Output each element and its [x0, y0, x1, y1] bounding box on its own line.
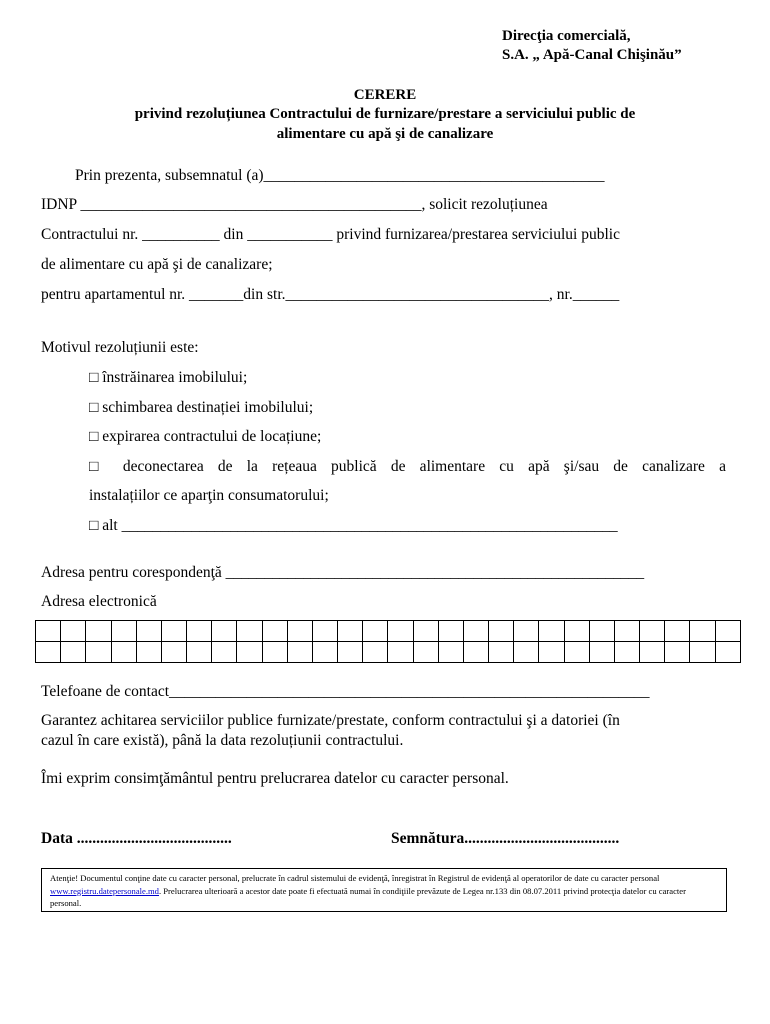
email-char-cell[interactable]	[388, 642, 413, 663]
email-char-cell[interactable]	[489, 642, 514, 663]
email-char-cell[interactable]	[589, 621, 614, 642]
signature-field[interactable]: Semnătura........................................	[391, 830, 620, 847]
email-char-cell[interactable]	[715, 621, 740, 642]
addressee-line-1: Direcţia comercială,	[502, 28, 631, 44]
email-char-cell[interactable]	[86, 621, 111, 642]
email-char-cell[interactable]	[187, 621, 212, 642]
email-grid-row	[36, 642, 741, 663]
privacy-notice-text-end: . Prelucrarea ulterioară a acestor date poate fi efectuată numai în condiţiile prevăzute de Legea nr.133 din 08.07.2011 privind protecţia datelor cu caracter personal.	[50, 885, 686, 908]
email-char-cell[interactable]	[237, 621, 262, 642]
email-char-cell[interactable]	[338, 621, 363, 642]
guarantee-line-2: cazul în care există), până la data rezoluțiunii contractului.	[41, 732, 404, 749]
email-char-cell[interactable]	[187, 642, 212, 663]
email-char-cell[interactable]	[413, 621, 438, 642]
email-char-cell[interactable]	[111, 621, 136, 642]
privacy-notice-text: Atenţie! Documentul conţine date cu caracter personal, prelucrate în cadrul sistemului de evidenţă, înregistrat în Registrul de evidenţă al operatorilor de date cu caracter personal	[50, 873, 660, 883]
email-char-cell[interactable]	[715, 642, 740, 663]
email-char-cell[interactable]	[463, 621, 488, 642]
reason-option-disconnection-cont: instalațiilor ce aparţin consumatorului;	[89, 487, 329, 504]
email-char-cell[interactable]	[136, 621, 161, 642]
email-char-cell[interactable]	[312, 642, 337, 663]
email-char-cell[interactable]	[564, 621, 589, 642]
email-char-cell[interactable]	[212, 621, 237, 642]
contact-phones-field[interactable]: Telefoane de contact______________________________________________________________	[41, 683, 650, 700]
email-char-cell[interactable]	[539, 621, 564, 642]
email-char-cell[interactable]	[262, 642, 287, 663]
email-char-cell[interactable]	[413, 642, 438, 663]
privacy-notice	[41, 868, 727, 912]
email-label: Adresa electronică	[41, 593, 157, 610]
email-char-cell[interactable]	[564, 642, 589, 663]
email-char-cell[interactable]	[312, 621, 337, 642]
idnp-field[interactable]: IDNP ____________________________________________, solicit rezoluțiunea	[41, 196, 548, 213]
email-char-cell[interactable]	[161, 642, 186, 663]
email-char-cell[interactable]	[388, 621, 413, 642]
reason-option-disconnection[interactable]: □ deconectarea de la rețeaua publică de alimentare cu apă şi/sau de canalizare a	[89, 458, 726, 475]
email-char-cell[interactable]	[640, 642, 665, 663]
document-subtitle-line-2: alimentare cu apă şi de canalizare	[276, 126, 494, 142]
email-char-cell[interactable]	[36, 642, 61, 663]
reasons-heading: Motivul rezoluțiunii este:	[41, 339, 199, 356]
reason-option-other[interactable]: □ alt ________________________________________________________________	[89, 517, 618, 534]
email-char-cell[interactable]	[363, 621, 388, 642]
email-char-cell[interactable]	[136, 642, 161, 663]
email-char-cell[interactable]	[161, 621, 186, 642]
guarantee-line-1: Garantez achitarea serviciilor publice furnizate/prestate, conform contractului şi a datoriei (în	[41, 712, 620, 729]
email-char-cell[interactable]	[690, 642, 715, 663]
email-char-cell[interactable]	[539, 642, 564, 663]
email-char-cell[interactable]	[111, 642, 136, 663]
email-char-cell[interactable]	[489, 621, 514, 642]
email-char-cell[interactable]	[690, 621, 715, 642]
reason-option-change-destination[interactable]: □ schimbarea destinației imobilului;	[89, 399, 314, 416]
email-char-cell[interactable]	[237, 642, 262, 663]
email-char-cell[interactable]	[514, 621, 539, 642]
email-char-cell[interactable]	[514, 642, 539, 663]
email-char-cell[interactable]	[640, 621, 665, 642]
email-char-cell[interactable]	[86, 642, 111, 663]
email-char-cell[interactable]	[287, 621, 312, 642]
email-char-cell[interactable]	[614, 642, 639, 663]
applicant-name-field[interactable]: Prin prezenta, subsemnatul (a)____________________________________________	[75, 167, 605, 184]
reason-option-lease-expiry[interactable]: □ expirarea contractului de locațiune;	[89, 428, 322, 445]
addressee-line-2: S.A. „ Apă-Canal Chişinău”	[502, 47, 682, 63]
email-char-cell[interactable]	[36, 621, 61, 642]
registry-link[interactable]: www.registru.datepersonale.md	[50, 885, 159, 896]
apartment-address-field[interactable]: pentru apartamentul nr. _______din str.__________________________________, nr.______	[41, 286, 620, 303]
email-char-cell[interactable]	[61, 621, 86, 642]
document-subtitle-line-1: privind rezoluțiunea Contractului de furnizare/prestare a serviciului public de	[134, 106, 636, 122]
email-char-cell[interactable]	[212, 642, 237, 663]
email-char-cell[interactable]	[287, 642, 312, 663]
reason-option-alienation[interactable]: □ înstrăinarea imobilului;	[89, 369, 248, 386]
email-char-cell[interactable]	[262, 621, 287, 642]
document-heading: CERERE	[353, 87, 417, 103]
email-char-cell[interactable]	[363, 642, 388, 663]
email-grid-row	[36, 621, 741, 642]
email-char-cell[interactable]	[338, 642, 363, 663]
service-description: de alimentare cu apă şi de canalizare;	[41, 256, 273, 273]
email-char-cell[interactable]	[614, 621, 639, 642]
email-char-cell[interactable]	[438, 642, 463, 663]
email-char-cell[interactable]	[61, 642, 86, 663]
email-char-cell[interactable]	[438, 621, 463, 642]
email-grid[interactable]	[35, 620, 741, 663]
email-char-cell[interactable]	[665, 642, 690, 663]
date-field[interactable]: Data ........................................	[41, 830, 232, 847]
email-char-cell[interactable]	[665, 621, 690, 642]
contract-number-field[interactable]: Contractului nr. __________ din ___________ privind furnizarea/prestarea serviciului public	[41, 226, 620, 243]
email-char-cell[interactable]	[589, 642, 614, 663]
correspondence-address-field[interactable]: Adresa pentru corespondenţă ______________________________________________________	[41, 564, 645, 581]
email-char-cell[interactable]	[463, 642, 488, 663]
consent-statement: Îmi exprim consimţământul pentru prelucrarea datelor cu caracter personal.	[41, 770, 509, 787]
